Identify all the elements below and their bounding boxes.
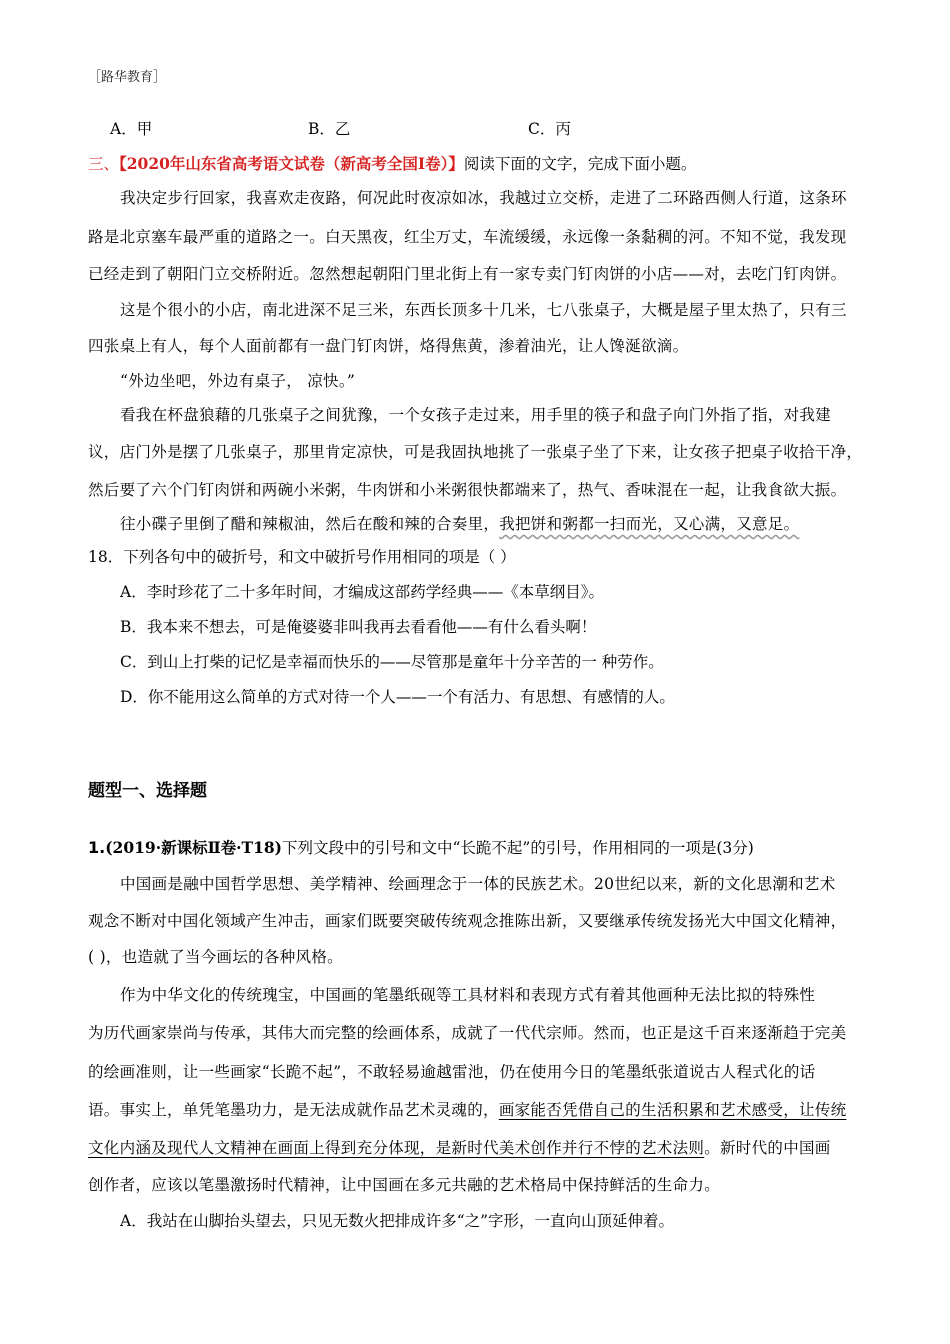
choice-c: C．丙 <box>528 120 571 138</box>
passage1-line: “外边坐吧，外边有桌子， 凉快。” <box>120 372 356 390</box>
question-18-option-d: D．你不能用这么简单的方式对待一个人——一个有活力、有思想、有感情的人。 <box>120 688 675 706</box>
passage1-text: 往小碟子里倒了醋和辣椒油，然后在酸和辣的合奏里， <box>120 515 500 533</box>
passage2-text: 语。事实上，单凭笔墨功力，是无法成就作品艺术灵魂的， <box>88 1101 499 1119</box>
passage1-line: 四张桌上有人，每个人面前都有一盘门钉肉饼，烙得焦黄，渗着油光，让人馋涎欲滴。 <box>88 337 689 355</box>
section-instruction: 阅读下面的文字，完成下面小题。 <box>463 155 697 173</box>
passage2-line <box>88 1136 831 1158</box>
section-three-heading <box>88 152 696 174</box>
question-1-option-a: A．我站在山脚抬头望去，只见无数火把排成许多“之”字形，一直向山顶延伸着。 <box>120 1212 675 1230</box>
passage2-line: 为历代画家崇尚与传承，其伟大而完整的绘画体系，成就了一代代宗师。然而，也正是这千百来逐渐趋于完美 <box>88 1024 847 1042</box>
question-1-source: (2019·新课标Ⅱ卷·T18) <box>105 838 282 857</box>
section-number: 三、 <box>88 155 120 173</box>
passage1-line: 路是北京塞车最严重的道路之一。白天黑夜，红尘万丈，车流缓缓，永远像一条黏稠的河。不知不觉，我发现 <box>88 228 847 246</box>
passage1-line: 已经走到了朝阳门立交桥附近。忽然想起朝阳门里北街上有一家专卖门钉肉饼的小店——对，去吃门钉肉饼。 <box>88 265 847 283</box>
passage2-line: 的绘画准则，让一些画家“长跪不起”，不敢轻易逾越雷池，仍在使用今日的笔墨纸张道说古人程式化的话 <box>88 1063 816 1081</box>
passage2-line: 创作者，应该以笔墨激扬时代精神，让中国画在多元共融的艺术格局中保持鲜活的生命力。 <box>88 1176 721 1194</box>
type-heading: 题型一、选择题 <box>88 781 207 801</box>
question-18-option-c: C．到山上打柴的记忆是幸福而快乐的——尽管那是童年十分辛苦的一 种劳作。 <box>120 653 664 671</box>
question-18-stem: 18．下列各句中的破折号，和文中破折号作用相同的项是（ ） <box>88 548 516 566</box>
passage1-line <box>120 512 799 534</box>
choice-b: B．乙 <box>308 120 351 138</box>
passage2-line: 作为中华文化的传统瑰宝，中国画的笔墨纸砚等工具材料和表现方式有着其他画种无法比拟的特殊性 <box>120 986 816 1004</box>
page-header: ［路华教育］ <box>88 70 167 85</box>
passage1-line: 议，店门外是摆了几张桌子，那里肯定凉快，可是我固执地挑了一张桌子坐了下来，让女孩子把桌子收拾干净， <box>88 443 863 461</box>
passage1-line: 看我在杯盘狼藉的几张桌子之间犹豫，一个女孩子走过来，用手里的筷子和盘子向门外指了指，对我建 <box>120 406 832 424</box>
passage2-line <box>88 1098 846 1120</box>
section-source: 【2020年山东省高考语文试卷（新高考全国Ⅰ卷）】 <box>119 154 464 173</box>
passage2-line: 观念不断对中国化领域产生冲击，画家们既要突破传统观念推陈出新，又要继承传统发扬光大中国文化精神， <box>88 912 847 930</box>
question-1-stem <box>88 836 754 858</box>
passage2-underlined-text: 画家能否凭借自己的生活积累和艺术感受，让传统 <box>498 1101 847 1119</box>
passage1-marked-text: 我把饼和粥都一扫而光，又心满，又意足。 <box>499 515 800 533</box>
passage1-line: 这是个很小的小店，南北进深不足三米，东西长顶多十几米，七八张桌子，大概是屋子里太热了，只有三 <box>120 301 847 319</box>
passage2-underlined-text: 文化内涵及现代人文精神在画面上得到充分体现，是新时代美术创作并行不悖的艺术法则 <box>88 1139 705 1157</box>
question-18-option-b: B．我本来不想去，可是俺婆婆非叫我再去看看他——有什么看头啊！ <box>120 618 597 636</box>
passage2-text: 。新时代的中国画 <box>704 1139 831 1157</box>
question-18-option-a: A．李时珍花了二十多年时间，才编成这部药学经典——《本草纲目》。 <box>120 583 604 601</box>
passage2-line: ( )，也造就了当今画坛的各种风格。 <box>88 948 343 966</box>
question-1-text: 下列文段中的引号和文中“长跪不起”的引号，作用相同的一项是(3分) <box>282 839 754 857</box>
choice-a: A．甲 <box>110 120 153 138</box>
passage1-line: 然后要了六个门钉肉饼和两碗小米粥，牛肉饼和小米粥很快都端来了，热气、香味混在一起，让我食欲大振。 <box>88 481 847 499</box>
passage2-line: 中国画是融中国哲学思想、美学精神、绘画理念于一体的民族艺术。20世纪以来，新的文化思潮和艺术 <box>120 875 836 893</box>
passage1-line: 我决定步行回家，我喜欢走夜路，何况此时夜凉如冰，我越过立交桥，走进了二环路西侧人行道，这条环 <box>120 189 847 207</box>
question-1-number: 1. <box>88 838 106 857</box>
